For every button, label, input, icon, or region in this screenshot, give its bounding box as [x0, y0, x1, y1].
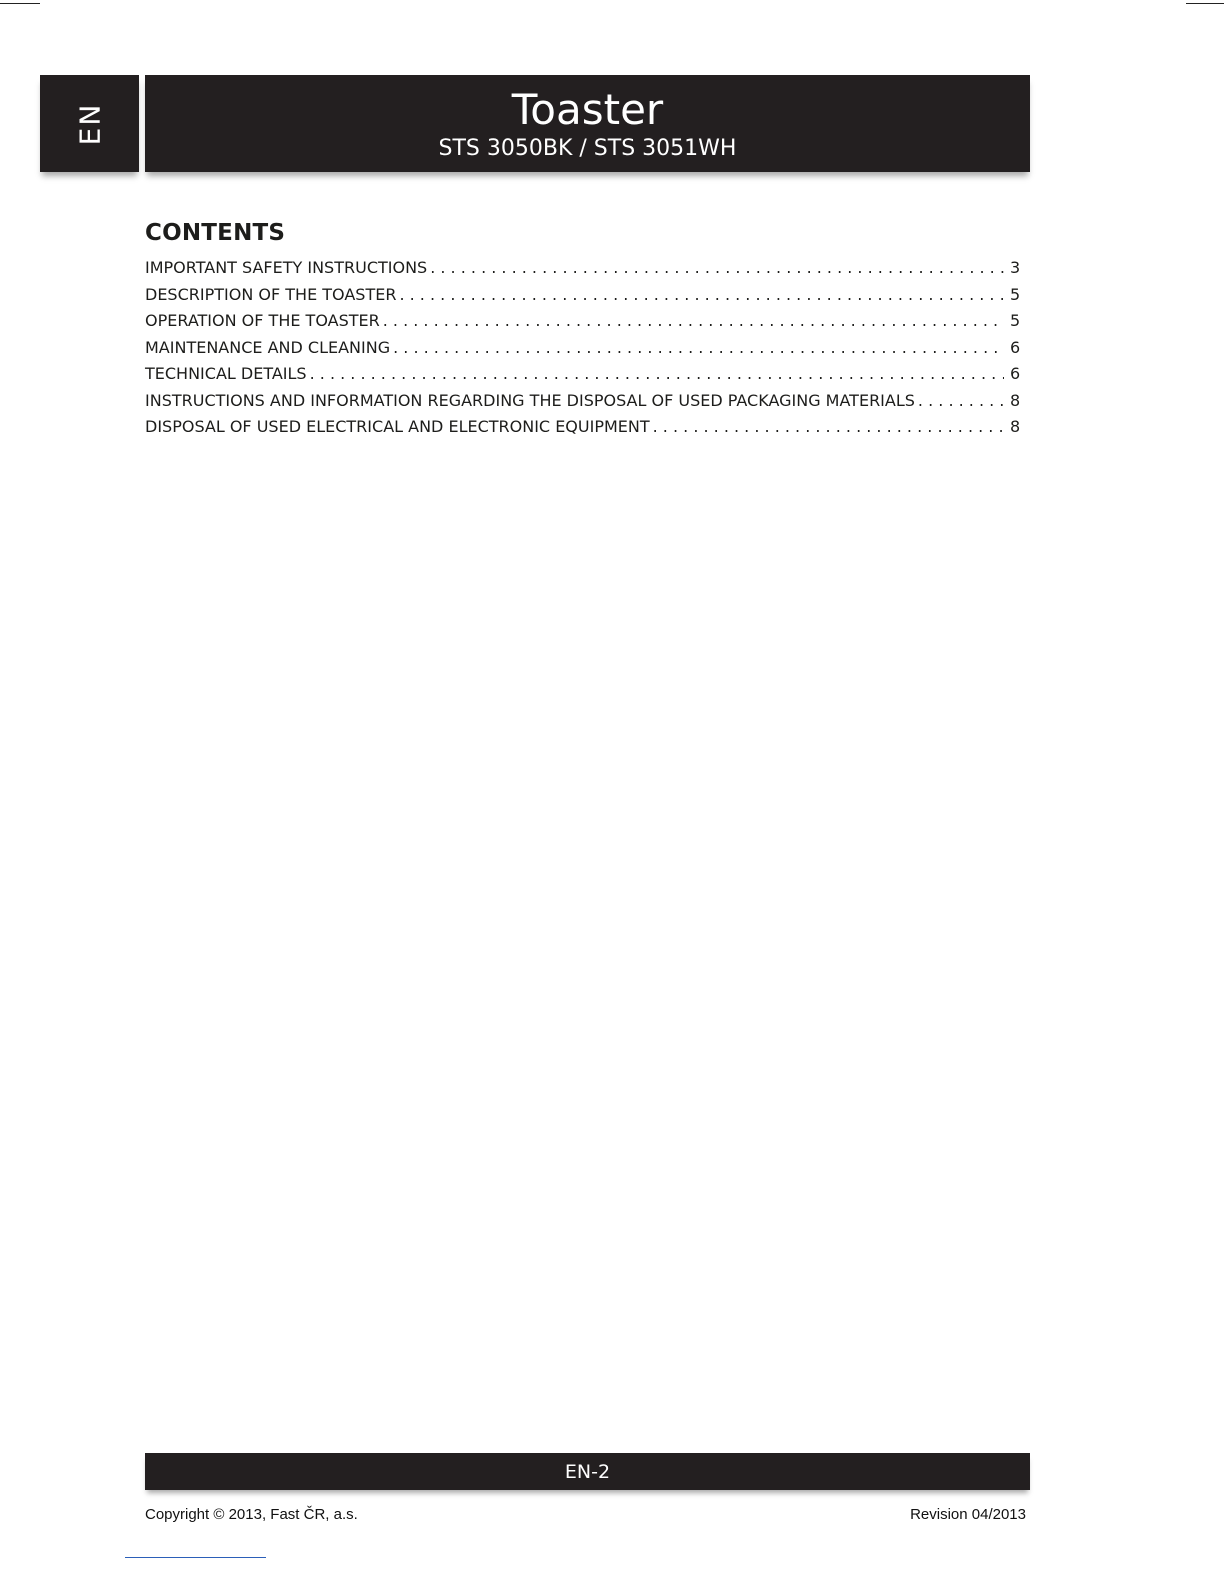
toc-entry-title: DISPOSAL OF USED ELECTRICAL AND ELECTRONIC EQUIPMENT [145, 417, 650, 436]
toc-entry-title: INSTRUCTIONS AND INFORMATION REGARDING THE DISPOSAL OF USED PACKAGING MATERIALS [145, 390, 915, 410]
toc-entry-title: TECHNICAL DETAILS [145, 364, 307, 383]
toc-entry[interactable] [145, 285, 1020, 312]
toc-entry-page: 8 [1010, 417, 1021, 436]
toc-entry[interactable] [145, 417, 1020, 444]
page-number-banner [145, 1453, 1030, 1490]
copyright-notice: Copyright © 2013, Fast ČR, a.s. [145, 1506, 358, 1523]
crop-mark-right [1186, 3, 1224, 4]
toc-entry-page: 5 [1010, 311, 1021, 330]
toc-leader-dots [310, 364, 1004, 383]
toc-leader-dots [383, 311, 1004, 330]
document-title: Toaster [511, 85, 664, 134]
language-tab [40, 75, 139, 172]
toc-entry-title: MAINTENANCE AND CLEANING [145, 337, 391, 357]
toc-entry[interactable] [145, 364, 1020, 391]
toc-leader-dots [399, 285, 1004, 304]
toc-leader-dots [430, 258, 1004, 277]
toc-leader-dots [653, 417, 1004, 436]
toc-entry-page: 8 [1010, 390, 1021, 410]
toc-entry[interactable] [145, 311, 1020, 338]
language-label: EN [73, 102, 106, 145]
toc-entry-page: 6 [1010, 364, 1021, 383]
toc-entry-title: DESCRIPTION OF THE TOASTER [145, 284, 397, 304]
crop-mark-left [0, 3, 40, 4]
footer-divider [125, 1557, 266, 1558]
table-of-contents [145, 258, 1020, 444]
revision-label: Revision 04/2013 [910, 1506, 1026, 1523]
model-numbers: STS 3050BK / STS 3051WH [438, 136, 737, 161]
toc-leader-dots [393, 338, 1004, 357]
toc-entry[interactable] [145, 338, 1020, 365]
toc-leader-dots [918, 391, 1004, 410]
toc-entry-title: OPERATION OF THE TOASTER [145, 311, 380, 330]
toc-entry-title: IMPORTANT SAFETY INSTRUCTIONS [145, 258, 428, 277]
page-number: EN-2 [564, 1461, 611, 1483]
title-banner [145, 75, 1030, 172]
toc-entry-page: 3 [1010, 258, 1021, 277]
contents-heading: CONTENTS [145, 220, 286, 246]
toc-entry-page: 6 [1010, 337, 1021, 357]
toc-entry[interactable] [145, 391, 1020, 418]
toc-entry[interactable] [145, 258, 1020, 285]
toc-entry-page: 5 [1010, 284, 1021, 304]
